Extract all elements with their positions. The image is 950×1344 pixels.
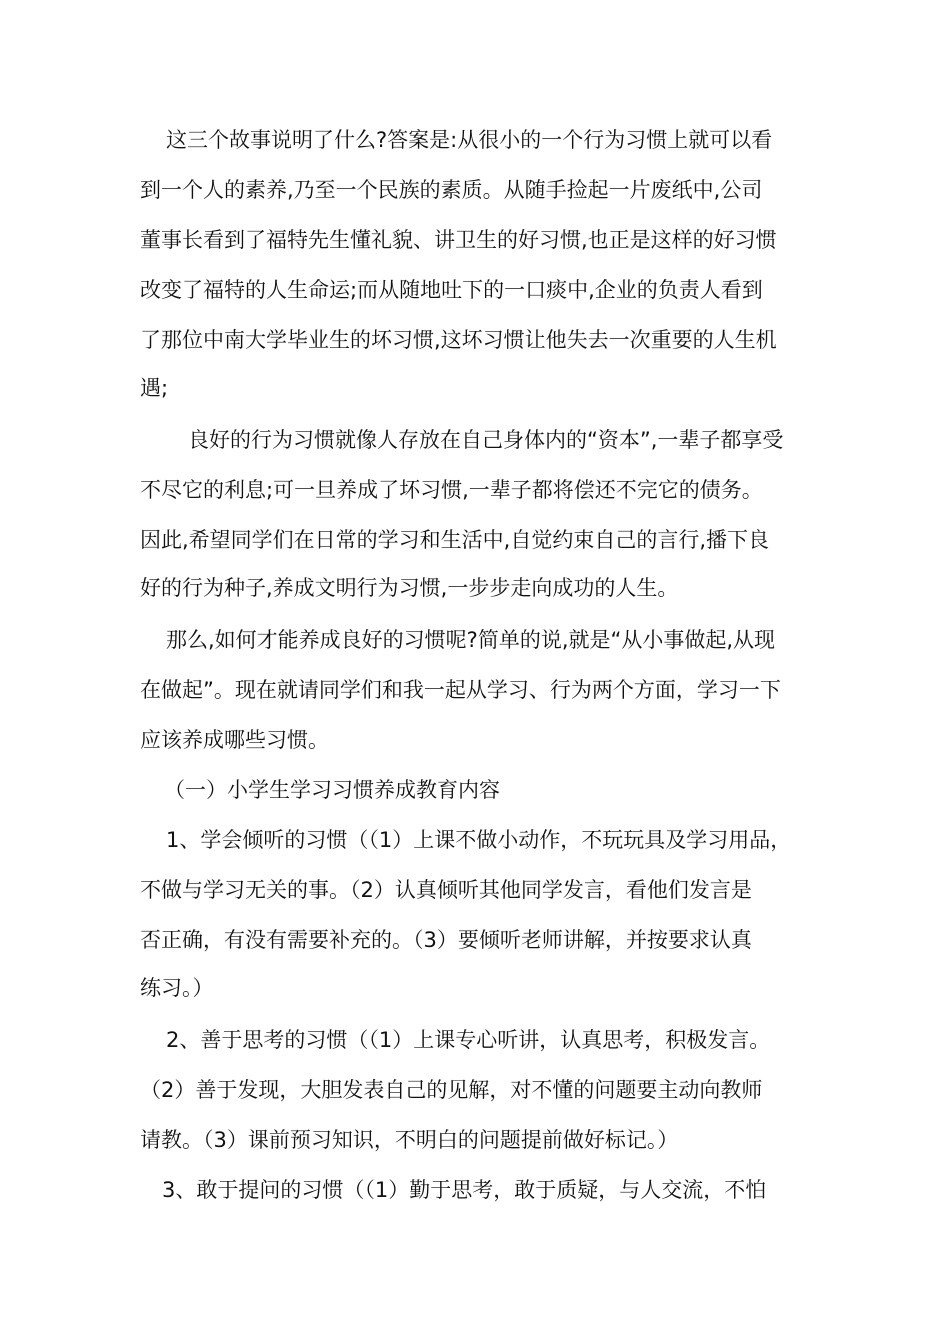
text-line: 练习。） bbox=[140, 976, 214, 1000]
text-line: 不做与学习无关的事。（2）认真倾听其他同学发言，看他们发言是 bbox=[140, 878, 752, 902]
text-line: 不尽它的利息;可一旦养成了坏习惯,一辈子都将偿还不完它的债务。 bbox=[140, 478, 763, 502]
text-line: 良好的行为习惯就像人存放在自己身体内的“资本”,一辈子都享受 bbox=[188, 428, 784, 452]
text-line: 那么,如何才能养成良好的习惯呢?简单的说,就是“从小事做起,从现 bbox=[166, 628, 776, 652]
text-line: 否正确，有没有需要补充的。（3）要倾听老师讲解，并按要求认真 bbox=[140, 928, 752, 952]
text-line: 到一个人的素养,乃至一个民族的素质。从随手捡起一片废纸中,公司 bbox=[140, 178, 763, 202]
text-line: 好的行为种子,养成文明行为习惯,一步步走向成功的人生。 bbox=[140, 576, 679, 600]
text-line: 3、敢于提问的习惯（（1）勤于思考，敢于质疑，与人交流，不怕 bbox=[162, 1178, 767, 1202]
text-line: 2、善于思考的习惯（（1）上课专心听讲，认真思考，积极发言。 bbox=[166, 1028, 771, 1052]
text-line: 因此,希望同学们在日常的学习和生活中,自觉约束自己的言行,播下良 bbox=[140, 528, 770, 552]
text-line: 1、学会倾听的习惯（（1）上课不做小动作，不玩玩具及学习用品， bbox=[166, 828, 792, 852]
text-line: （2）善于发现，大胆发表自己的见解，对不懂的问题要主动向教师 bbox=[140, 1078, 763, 1102]
text-line: 改变了福特的人生命运;而从随地吐下的一口痰中,企业的负责人看到 bbox=[140, 278, 763, 302]
text-line: 在做起”。现在就请同学们和我一起从学习、行为两个方面，学习一下 bbox=[140, 678, 781, 702]
text-line: 请教。（3）课前预习知识，不明白的问题提前做好标记。） bbox=[140, 1128, 679, 1152]
text-line: 这三个故事说明了什么?答案是:从很小的一个行为习惯上就可以看 bbox=[166, 128, 773, 152]
text-line: 应该养成哪些习惯。 bbox=[140, 728, 329, 752]
text-line: 遇; bbox=[140, 376, 169, 400]
section-heading: （一）小学生学习习惯养成教育内容 bbox=[164, 778, 500, 802]
text-line: 了那位中南大学毕业生的坏习惯,这坏习惯让他失去一次重要的人生机 bbox=[140, 328, 777, 352]
text-line: 董事长看到了福特先生懂礼貌、讲卫生的好习惯,也正是这样的好习惯 bbox=[140, 228, 777, 252]
